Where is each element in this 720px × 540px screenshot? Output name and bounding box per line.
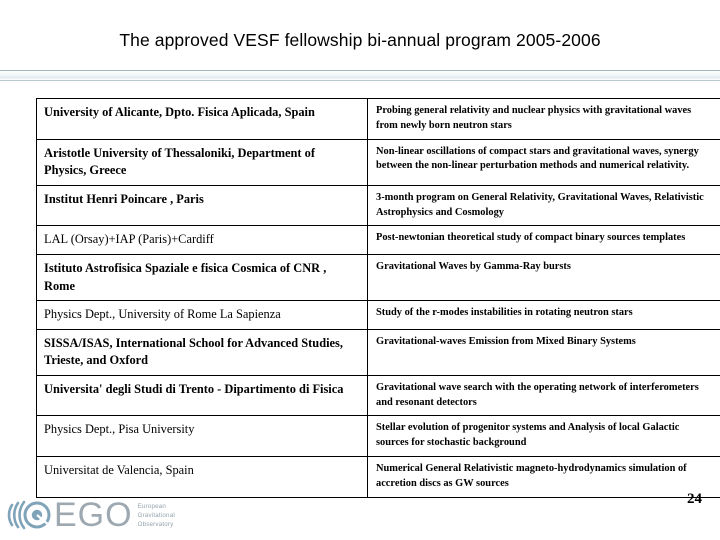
topic-cell: Stellar evolution of progenitor systems and Analysis of local Galactic sources for stochastic background bbox=[368, 416, 720, 457]
table-row bbox=[37, 139, 720, 185]
ego-subtitle-line-2: Gravitational bbox=[137, 512, 175, 519]
institution-cell: SISSA/ISAS, International School for Advanced Studies, Trieste, and Oxford bbox=[37, 329, 368, 375]
institution-cell: Universitat de Valencia, Spain bbox=[37, 457, 368, 498]
fellowship-program-table bbox=[36, 98, 720, 498]
table-row bbox=[37, 254, 720, 300]
topic-cell: Non-linear oscillations of compact stars and gravitational waves, synergy between the non-linear perturbation methods and numerical relativity. bbox=[368, 139, 720, 185]
topic-cell: Gravitational wave search with the operating network of interferometers and resonant detectors bbox=[368, 375, 720, 416]
topic-cell: Post-newtonian theoretical study of compact binary sources templates bbox=[368, 226, 720, 255]
title-divider bbox=[0, 70, 720, 86]
ego-subtitle-line-1: European bbox=[137, 503, 167, 511]
ego-logo bbox=[6, 493, 216, 537]
table-row bbox=[37, 185, 720, 226]
ego-subtitle bbox=[138, 500, 175, 530]
topic-cell: Gravitational Waves by Gamma-Ray bursts bbox=[368, 254, 720, 300]
table-row bbox=[37, 457, 720, 498]
topic-cell: 3-month program on General Relativity, Gravitational Waves, Relativistic Astrophysics and Cosmology bbox=[368, 185, 720, 226]
table-body bbox=[37, 99, 720, 498]
table-row bbox=[37, 301, 720, 330]
table-row bbox=[37, 226, 720, 255]
institution-cell: Universita' degli Studi di Trento - Dipartimento di Fisica bbox=[37, 375, 368, 416]
institution-cell: Physics Dept., University of Rome La Sapienza bbox=[37, 301, 368, 330]
institution-cell: LAL (Orsay)+IAP (Paris)+Cardiff bbox=[37, 226, 368, 255]
topic-cell: Probing general relativity and nuclear physics with gravitational waves from newly born neutron stars bbox=[368, 99, 720, 140]
institution-cell: Istituto Astrofisica Spaziale e fisica Cosmica of CNR , Rome bbox=[37, 254, 368, 300]
page-title: The approved VESF fellowship bi-annual program 2005-2006 bbox=[119, 30, 601, 50]
divider-band bbox=[0, 71, 720, 80]
divider-line-bottom bbox=[0, 80, 720, 81]
institution-cell: Institut Henri Poincare , Paris bbox=[37, 185, 368, 226]
table-row bbox=[37, 416, 720, 457]
ego-wave-icon bbox=[6, 495, 52, 535]
institution-cell: University of Alicante, Dpto. Fisica Aplicada, Spain bbox=[37, 99, 368, 140]
topic-cell: Study of the r-modes instabilities in rotating neutron stars bbox=[368, 301, 720, 330]
table-row bbox=[37, 329, 720, 375]
table-row bbox=[37, 375, 720, 416]
institution-cell: Aristotle University of Thessaloniki, Department of Physics, Greece bbox=[37, 139, 368, 185]
institution-cell: Physics Dept., Pisa University bbox=[37, 416, 368, 457]
ego-wordmark: EGO bbox=[54, 496, 133, 534]
ego-subtitle-line-3: Observatory bbox=[137, 520, 174, 528]
page-number: 24 bbox=[687, 491, 702, 507]
table-row bbox=[37, 99, 720, 140]
topic-cell: Gravitational-waves Emission from Mixed Binary Systems bbox=[368, 329, 720, 375]
topic-cell: Numerical General Relativistic magneto-hydrodynamics simulation of accretion discs as GW sources bbox=[368, 457, 720, 498]
